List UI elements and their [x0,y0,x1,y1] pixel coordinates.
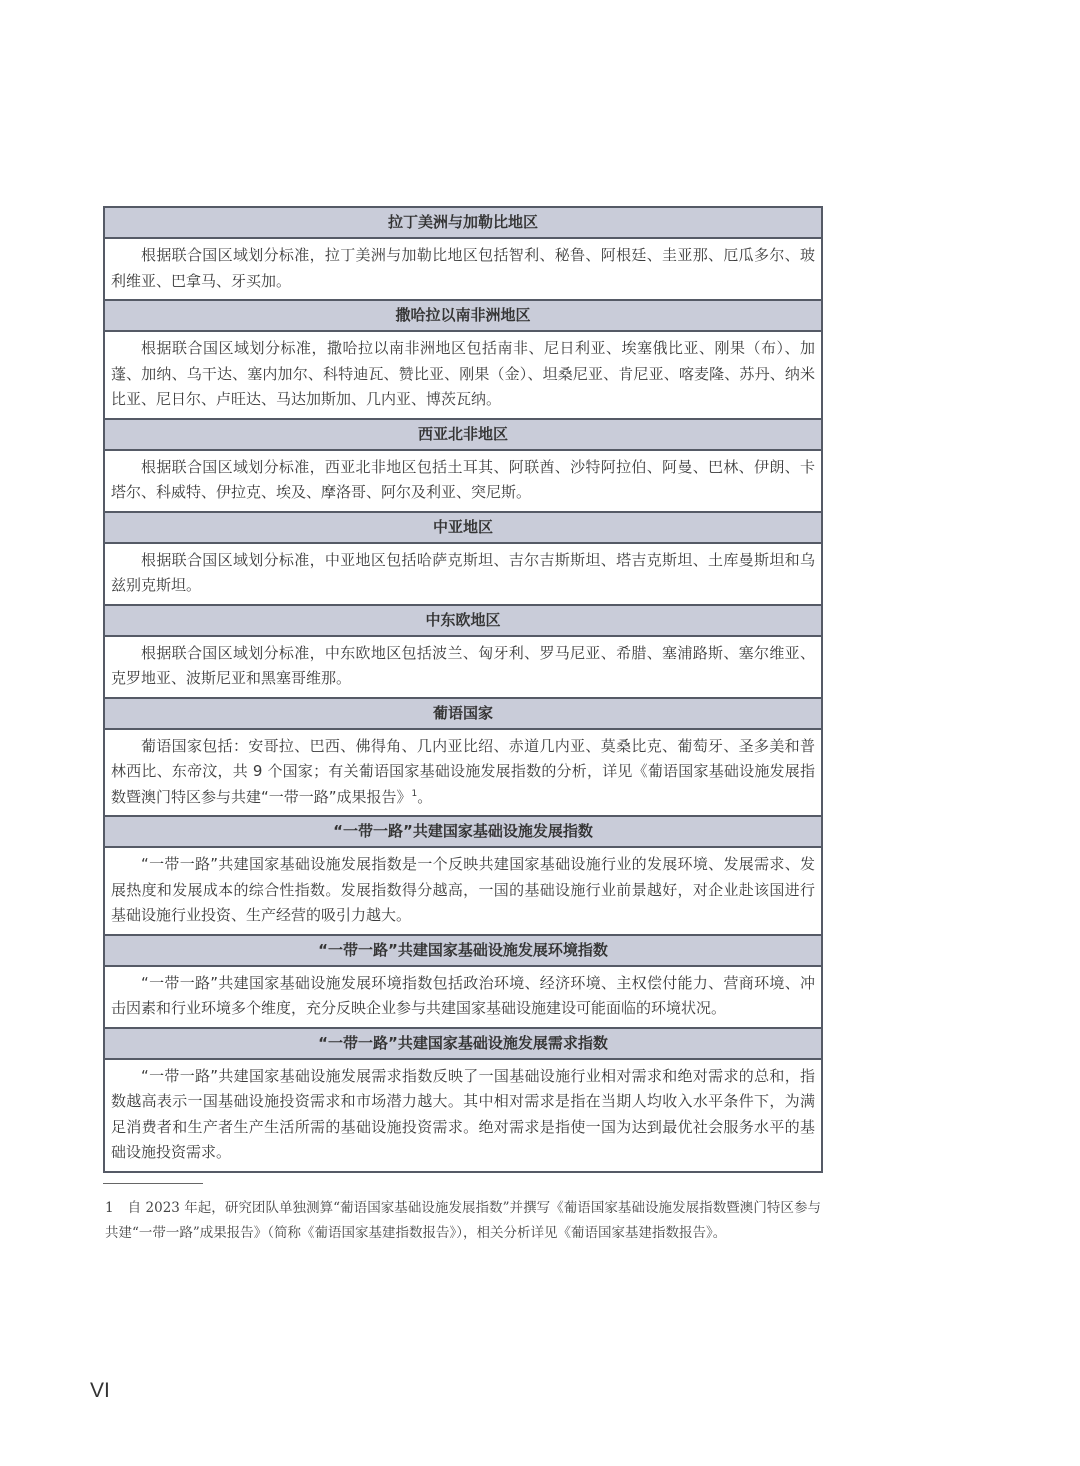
section-header-row [104,816,822,847]
section-title: 葡语国家 [104,698,822,729]
section-body-row [104,543,822,605]
section-body-row [104,238,822,300]
section-header-row [104,935,822,966]
section-title: 撒哈拉以南非洲地区 [104,300,822,331]
section-header-row [104,605,822,636]
section-body-row [104,450,822,512]
section-title: 拉丁美洲与加勒比地区 [104,207,822,238]
section-title: 中东欧地区 [104,605,822,636]
footnote [105,1196,821,1245]
footnote-divider [103,1183,203,1184]
footnote-text: 自 2023 年起，研究团队单独测算“葡语国家基础设施发展指数”并撰写《葡语国家基础设施发展指数暨澳门特区参与共建“一带一路”成果报告》（简称《葡语国家基建指数报告》），相关分析详见《葡语国家基建指数报告》。 [105,1200,821,1241]
section-text: 根据联合国区域划分标准，拉丁美洲与加勒比地区包括智利、秘鲁、阿根廷、圭亚那、厄瓜多尔、玻利维亚、巴拿马、牙买加。 [104,238,822,300]
section-text: “一带一路”共建国家基础设施发展需求指数反映了一国基础设施行业相对需求和绝对需求的总和，指数越高表示一国基础设施投资需求和市场潜力越大。其中相对需求是指在当期人均收入水平条件下，为满足消费者和生产者生产生活所需的基础设施投资需求。绝对需求是指使一国为达到最优社会服务水平的基础设施投资需求。 [104,1059,822,1172]
section-title: 中亚地区 [104,512,822,543]
definitions-table [103,206,823,1173]
section-title: “一带一路”共建国家基础设施发展指数 [104,816,822,847]
page-number: VI [90,1379,110,1402]
section-text-main: 葡语国家包括：安哥拉、巴西、佛得角、几内亚比绍、赤道几内亚、莫桑比克、葡萄牙、圣多美和普林西比、东帝汶，共 9 个国家；有关葡语国家基础设施发展指数的分析，详见《葡语国家基础设施发展指数暨澳门特区参与共建“一带一路”成果报告》 [111,736,815,806]
section-body-row [104,966,822,1028]
section-text: 根据联合国区域划分标准，撒哈拉以南非洲地区包括南非、尼日利亚、埃塞俄比亚、刚果（布）、加蓬、加纳、乌干达、塞内加尔、科特迪瓦、赞比亚、刚果（金）、坦桑尼亚、肯尼亚、喀麦隆、苏丹、纳米比亚、尼日尔、卢旺达、马达加斯加、几内亚、博茨瓦纳。 [104,331,822,419]
section-body-row [104,1059,822,1172]
section-text: “一带一路”共建国家基础设施发展环境指数包括政治环境、经济环境、主权偿付能力、营商环境、冲击因素和行业环境多个维度，充分反映企业参与共建国家基础设施建设可能面临的环境状况。 [104,966,822,1028]
section-header-row [104,419,822,450]
section-header-row [104,512,822,543]
footnote-number: 1 [105,1200,114,1216]
section-body-row [104,847,822,935]
section-text: “一带一路”共建国家基础设施发展指数是一个反映共建国家基础设施行业的发展环境、发展需求、发展热度和发展成本的综合性指数。发展指数得分越高，一国的基础设施行业前景越好，对企业赴该国进行基础设施行业投资、生产经营的吸引力越大。 [104,847,822,935]
section-header-row [104,300,822,331]
section-text: 根据联合国区域划分标准，西亚北非地区包括土耳其、阿联酋、沙特阿拉伯、阿曼、巴林、伊朗、卡塔尔、科威特、伊拉克、埃及、摩洛哥、阿尔及利亚、突尼斯。 [104,450,822,512]
section-header-row [104,698,822,729]
section-text [104,729,822,817]
section-text-end: 。 [417,787,433,806]
section-header-row [104,207,822,238]
section-body-row [104,729,822,817]
section-body-row [104,331,822,419]
section-text: 根据联合国区域划分标准，中东欧地区包括波兰、匈牙利、罗马尼亚、希腊、塞浦路斯、塞尔维亚、克罗地亚、波斯尼亚和黑塞哥维那。 [104,636,822,698]
footnote-reference[interactable]: 1 [411,788,418,799]
section-title: 西亚北非地区 [104,419,822,450]
section-title: “一带一路”共建国家基础设施发展环境指数 [104,935,822,966]
section-text: 根据联合国区域划分标准，中亚地区包括哈萨克斯坦、吉尔吉斯斯坦、塔吉克斯坦、土库曼斯坦和乌兹别克斯坦。 [104,543,822,605]
section-title: “一带一路”共建国家基础设施发展需求指数 [104,1028,822,1059]
section-body-row [104,636,822,698]
section-header-row [104,1028,822,1059]
